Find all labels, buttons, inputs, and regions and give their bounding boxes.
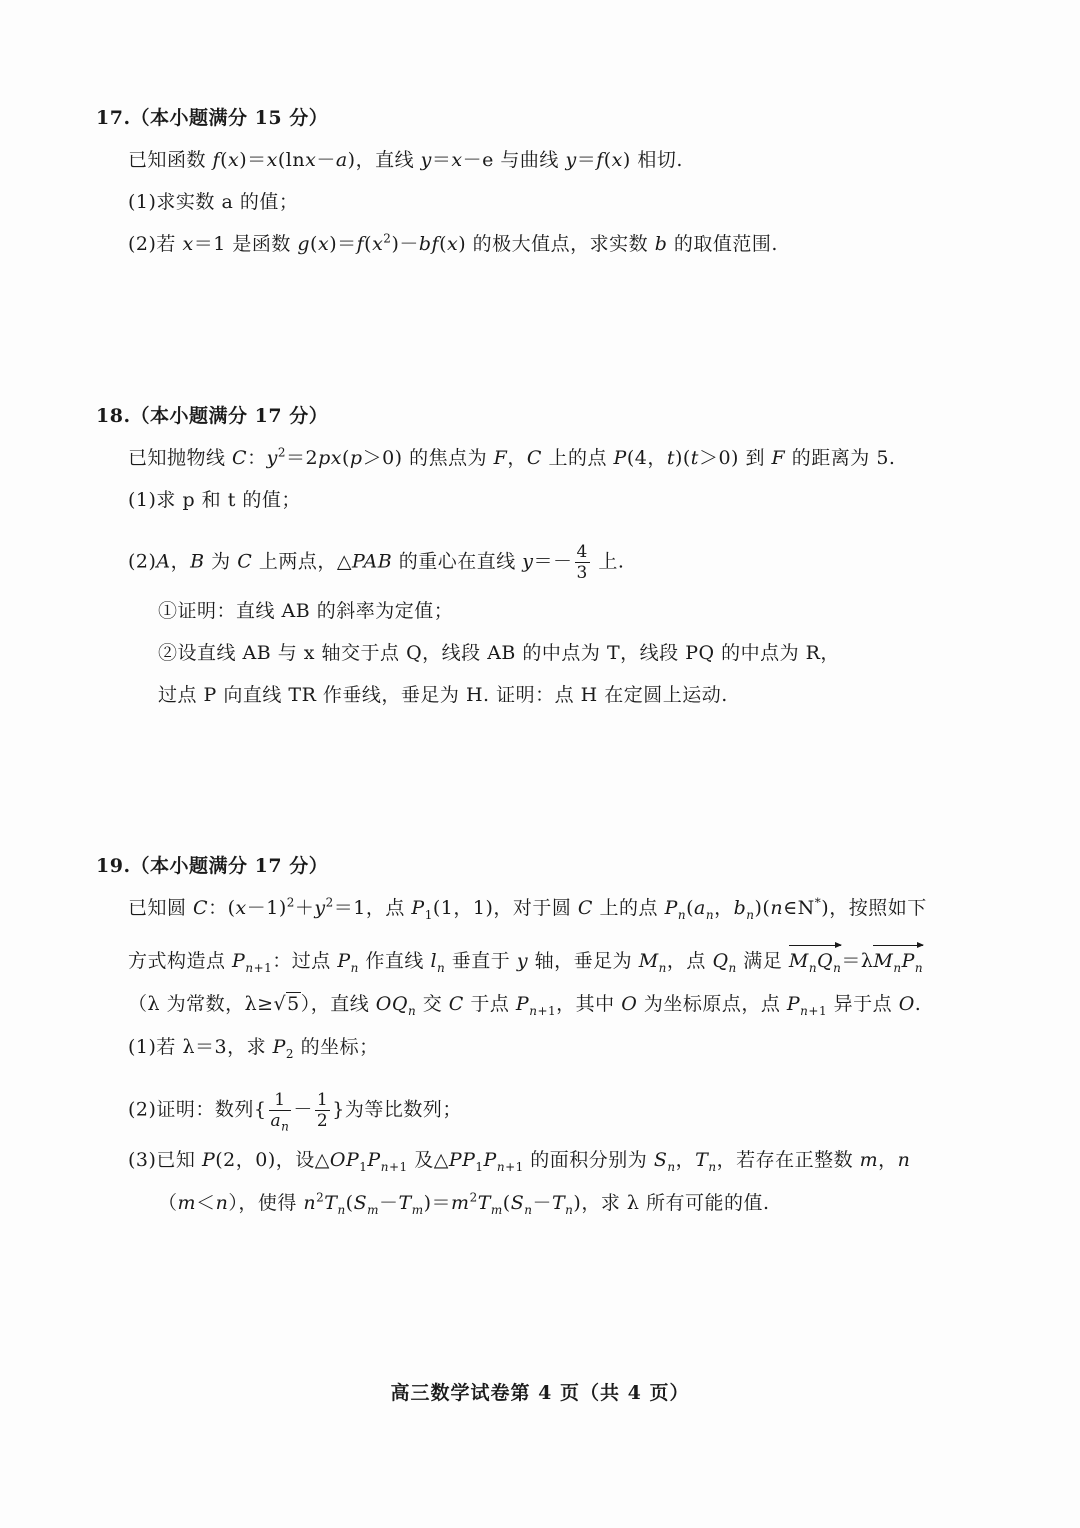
- problem-18-sub-2-cont: 过点 P 向直线 TR 作垂线，垂足为 H. 证明：点 H 在定圆上运动.: [158, 684, 728, 706]
- problem-19-header: 19.（本小题满分 17 分）: [96, 855, 329, 877]
- vector-mp: $M_nP_n$: [873, 942, 923, 974]
- problem-19-part-1: (1)若 λ＝3，求 $P_2$ 的坐标；: [128, 1036, 379, 1061]
- problem-18-sub-1: ①证明：直线 AB 的斜率为定值；: [158, 600, 454, 622]
- problem-19-statement-line-3: （λ 为常数，λ≥√5），直线 $OQ_n$ 交 C 于点 $P_{n+1}$，其中 O 为坐标原点，点 $P_{n+1}$ 异于点 O.: [128, 993, 922, 1018]
- problem-19-statement-line-1: 已知圆 C：$(x-1)^2+y^2=1$，点 $P_1(1$，1)，对于圆 C 上的点 $P_n(a_n$，$b_n)(n\in N^*)$，按照如下: [128, 895, 927, 922]
- problem-17-header: 17.（本小题满分 15 分）: [96, 107, 329, 129]
- page-footer: 高三数学试卷第 4 页（共 4 页）: [390, 1382, 690, 1404]
- problem-19-statement-line-2: 方式构造点 $P_{n+1}$：过点 $P_n$ 作直线 $l_n$ 垂直于 y 轴，垂足为 $M_n$，点 $Q_n$ 满足 $M_nQ_n=\lambda M_nP_n$: [128, 942, 923, 974]
- problem-18-sub-2: ②设直线 AB 与 x 轴交于点 Q，线段 AB 的中点为 T，线段 PQ 的中点为 R，: [158, 642, 840, 664]
- problem-17-statement: 已知函数 f(x)＝x(lnx－a)，直线 y＝x－e 与曲线 y＝f(x) 相切.: [128, 149, 683, 171]
- problem-17-part-1: (1)求实数 a 的值；: [128, 191, 299, 213]
- sqrt-five: √5: [273, 993, 300, 1015]
- fraction-one-half: $\frac{1}{2}$: [316, 1090, 329, 1131]
- problem-18-part-1: (1)求 p 和 t 的值；: [128, 489, 301, 511]
- problem-19-part-3: (3)已知 P(2，0)，设$\triangle OP_1P_{n+1}$ 及$\triangle PP_1P_{n+1}$ 的面积分别为 $S_n$，$T_n$，若存在正整数 m，n: [128, 1149, 911, 1174]
- fraction-four-thirds: $\frac{4}{3}$: [576, 542, 588, 583]
- problem-18-statement: 已知抛物线 C：$y^2=2px(p>0)$ 的焦点为 F，C 上的点 P(4，t)(t＞0) 到 F 的距离为 5.: [128, 445, 896, 469]
- problem-19-part-2: (2)证明：数列{ $\frac{1}{a_n}$ － $\frac{1}{2}$ }为等比数列；: [128, 1090, 462, 1134]
- problem-17-part-2: (2)若 x＝1 是函数 $g(x)=f(x^2)-bf(x)$ 的极大值点，求实数 b 的取值范围.: [128, 231, 778, 255]
- problem-19-part-3-cont: （m＜n），使得 $n^2T_n(S_m-T_m)=m^2T_m(S_n-T_n)$，求 λ 所有可能的值.: [158, 1190, 770, 1217]
- fraction-one-over-an: $\frac{1}{a_n}$: [270, 1090, 290, 1134]
- problem-18-header: 18.（本小题满分 17 分）: [96, 405, 329, 427]
- vector-mq: $M_nQ_n$: [789, 942, 842, 974]
- problem-18-part-2: (2)A，B 为 C 上两点，△PAB 的重心在直线 y＝－ $\frac{4}{3}$ 上.: [128, 542, 625, 583]
